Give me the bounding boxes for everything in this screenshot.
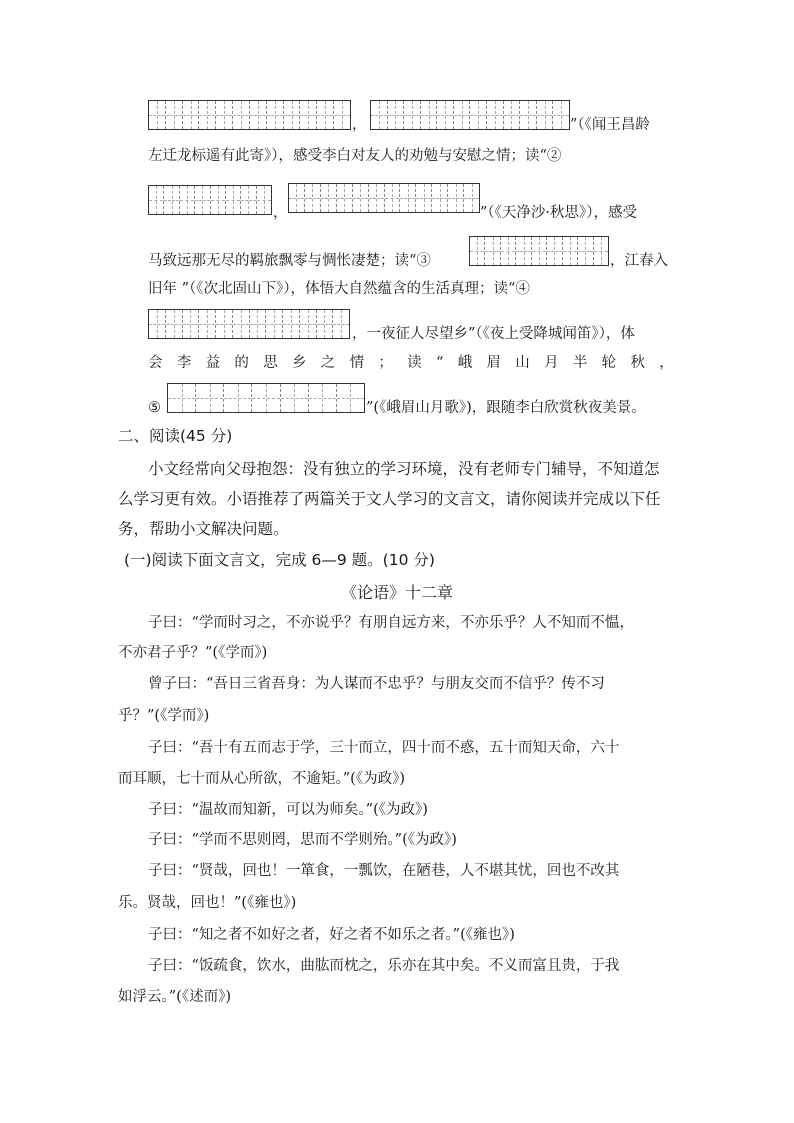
passage-line: 乎？”(《学而》) <box>118 708 210 724</box>
subsection-heading: (一)阅读下面文言文，完成 6—9 题。(10 分) <box>124 551 435 569</box>
comma-text: ， <box>273 205 288 221</box>
line6-tail: ，一夜征人尽望乡”（《夜上受降城闻笛》），体 <box>352 326 635 342</box>
line1-tail: ”（《闻王昌龄 <box>570 117 650 133</box>
intro-line: 么学习更有效。小语推荐了两篇关于文人学习的文言文，请你阅读并完成以下任 <box>118 490 661 508</box>
answer-grid-3[interactable] <box>469 236 609 266</box>
intro-line: 务，帮助小文解决问题。 <box>118 520 289 538</box>
answer-grid-4[interactable] <box>148 309 350 339</box>
answer-grid-2b[interactable] <box>288 183 480 213</box>
line7-text: 会 李 益 的 思 乡 之 情 ； 读 “ 峨 眉 山 月 半 轮 秋 ， <box>148 355 674 371</box>
passage-line: 子曰：“知之者不如好之者，好之者不如乐之者。”(《雍也》) <box>148 927 515 943</box>
line4-text: 马致远那无尽的羁旅飘零与惆怅凄楚；读“③ <box>148 253 431 269</box>
line5-text: 旧年 ”（《次北固山下》），体悟大自然蕴含的生活真理；读“④ <box>148 281 530 297</box>
answer-grid-2a[interactable] <box>148 185 272 215</box>
passage-line: 而耳顺，七十而从心所欲，不逾矩。”(《为政》) <box>118 771 405 787</box>
passage-line: 乐。贤哉，回也！”(《雍也》) <box>118 895 297 911</box>
line3-tail: ”（《天净沙·秋思》），感受 <box>480 205 638 221</box>
passage-line: 如浮云。”(《述而》) <box>118 989 231 1005</box>
answer-grid-1b[interactable] <box>370 100 570 130</box>
passage-line: 子曰：“吾十有五而志于学，三十而立，四十而不惑，五十而知天命，六十 <box>148 740 620 756</box>
passage-line: 子曰：“学而时习之，不亦说乎？有朋自远方来，不亦乐乎？人不知而不愠， <box>148 615 634 631</box>
section-heading: 二、阅读(45 分) <box>118 427 233 445</box>
passage-line: 子曰：“温故而知新，可以为师矣。”(《为政》) <box>148 802 428 818</box>
passage-line: 子曰：“饭疏食，饮水，曲肱而枕之，乐亦在其中矣。不义而富且贵，于我 <box>148 958 620 974</box>
passage-line: 子曰：“贤哉，回也！一箪食，一瓢饮，在陋巷，人不堪其忧，回也不改其 <box>148 863 620 879</box>
line8-tail: ”(《峨眉山月歌》)，跟随李白欣赏秋夜美景。 <box>366 400 646 416</box>
answer-grid-1a[interactable] <box>148 100 351 130</box>
answer-grid-5[interactable] <box>167 383 365 413</box>
comma-text: ， <box>352 117 367 133</box>
passage-title: 《论语》十二章 <box>340 583 453 602</box>
line2-text: 左迁龙标遥有此寄》），感受李白对友人的劝勉与安慰之情；读“② <box>148 148 562 164</box>
intro-line: 小文经常向父母抱怨：没有独立的学习环境，没有老师专门辅导，不知道怎 <box>148 460 660 478</box>
line4-tail: ，江春入 <box>610 253 668 269</box>
circle-number-5: ⑤ <box>148 400 161 416</box>
passage-line: 曾子曰：“吾日三省吾身：为人谋而不忠乎？与朋友交而不信乎？传不习 <box>148 676 605 692</box>
passage-line: 不亦君子乎？”(《学而》) <box>118 645 268 661</box>
passage-line: 子曰：“学而不思则罔，思而不学则殆。”(《为政》) <box>148 832 457 848</box>
